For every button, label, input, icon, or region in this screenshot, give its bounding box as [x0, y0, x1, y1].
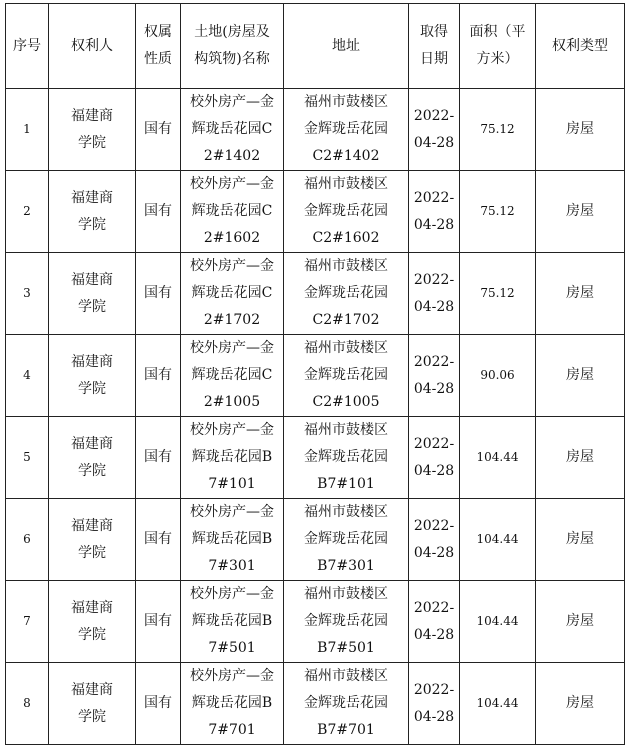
table-row: [6, 499, 625, 581]
cell-type: 房屋: [536, 417, 625, 499]
table-row: [6, 171, 625, 253]
cell-area: 104.44: [460, 663, 536, 745]
cell-type: 房屋: [536, 499, 625, 581]
header-address: 地址: [284, 4, 409, 89]
cell-nature: 国有: [136, 253, 181, 335]
cell-name: 校外房产—金辉珑岳花园C2#1005: [181, 335, 284, 417]
table-body: [6, 89, 625, 745]
cell-date: 2022-04-28: [409, 499, 460, 581]
cell-nature: 国有: [136, 417, 181, 499]
cell-nature: 国有: [136, 663, 181, 745]
cell-nature: 国有: [136, 499, 181, 581]
cell-index: 1: [6, 89, 49, 171]
cell-type: 房屋: [536, 89, 625, 171]
cell-date: 2022-04-28: [409, 581, 460, 663]
cell-address: 福州市鼓楼区金辉珑岳花园C2#1602: [284, 171, 409, 253]
header-name: 土地(房屋及构筑物)名称: [181, 4, 284, 89]
cell-type: 房屋: [536, 253, 625, 335]
cell-date: 2022-04-28: [409, 417, 460, 499]
table-row: [6, 335, 625, 417]
table-row: [6, 89, 625, 171]
cell-address: 福州市鼓楼区金辉珑岳花园C2#1402: [284, 89, 409, 171]
cell-index: 2: [6, 171, 49, 253]
asset-table: [5, 3, 625, 745]
cell-owner: 福建商学院: [49, 89, 136, 171]
cell-owner: 福建商学院: [49, 417, 136, 499]
cell-type: 房屋: [536, 171, 625, 253]
cell-address: 福州市鼓楼区金辉珑岳花园C2#1005: [284, 335, 409, 417]
cell-type: 房屋: [536, 663, 625, 745]
cell-owner: 福建商学院: [49, 581, 136, 663]
cell-nature: 国有: [136, 335, 181, 417]
header-nature: 权属性质: [136, 4, 181, 89]
cell-address: 福州市鼓楼区金辉珑岳花园B7#301: [284, 499, 409, 581]
cell-index: 6: [6, 499, 49, 581]
table-header: [6, 4, 625, 89]
cell-index: 3: [6, 253, 49, 335]
cell-address: 福州市鼓楼区金辉珑岳花园B7#701: [284, 663, 409, 745]
cell-nature: 国有: [136, 89, 181, 171]
cell-owner: 福建商学院: [49, 663, 136, 745]
cell-name: 校外房产—金辉珑岳花园C2#1702: [181, 253, 284, 335]
cell-name: 校外房产—金辉珑岳花园C2#1402: [181, 89, 284, 171]
header-type: 权利类型: [536, 4, 625, 89]
header-row: [6, 4, 625, 89]
cell-date: 2022-04-28: [409, 253, 460, 335]
cell-owner: 福建商学院: [49, 253, 136, 335]
cell-address: 福州市鼓楼区金辉珑岳花园B7#101: [284, 417, 409, 499]
cell-area: 75.12: [460, 253, 536, 335]
cell-date: 2022-04-28: [409, 89, 460, 171]
cell-name: 校外房产—金辉珑岳花园C2#1602: [181, 171, 284, 253]
cell-date: 2022-04-28: [409, 335, 460, 417]
header-index: 序号: [6, 4, 49, 89]
cell-nature: 国有: [136, 581, 181, 663]
cell-nature: 国有: [136, 171, 181, 253]
cell-index: 8: [6, 663, 49, 745]
cell-name: 校外房产—金辉珑岳花园B7#701: [181, 663, 284, 745]
cell-area: 104.44: [460, 417, 536, 499]
cell-area: 75.12: [460, 171, 536, 253]
table-row: [6, 253, 625, 335]
table-row: [6, 417, 625, 499]
cell-area: 104.44: [460, 581, 536, 663]
cell-area: 75.12: [460, 89, 536, 171]
cell-area: 90.06: [460, 335, 536, 417]
cell-name: 校外房产—金辉珑岳花园B7#101: [181, 417, 284, 499]
cell-date: 2022-04-28: [409, 171, 460, 253]
cell-owner: 福建商学院: [49, 499, 136, 581]
cell-type: 房屋: [536, 335, 625, 417]
cell-index: 5: [6, 417, 49, 499]
cell-date: 2022-04-28: [409, 663, 460, 745]
cell-index: 7: [6, 581, 49, 663]
cell-address: 福州市鼓楼区金辉珑岳花园C2#1702: [284, 253, 409, 335]
cell-index: 4: [6, 335, 49, 417]
cell-name: 校外房产—金辉珑岳花园B7#501: [181, 581, 284, 663]
cell-address: 福州市鼓楼区金辉珑岳花园B7#501: [284, 581, 409, 663]
cell-name: 校外房产—金辉珑岳花园B7#301: [181, 499, 284, 581]
cell-owner: 福建商学院: [49, 171, 136, 253]
header-owner: 权利人: [49, 4, 136, 89]
cell-owner: 福建商学院: [49, 335, 136, 417]
cell-type: 房屋: [536, 581, 625, 663]
header-area: 面积（平方米）: [460, 4, 536, 89]
cell-area: 104.44: [460, 499, 536, 581]
table-row: [6, 663, 625, 745]
table-row: [6, 581, 625, 663]
header-date: 取得日期: [409, 4, 460, 89]
